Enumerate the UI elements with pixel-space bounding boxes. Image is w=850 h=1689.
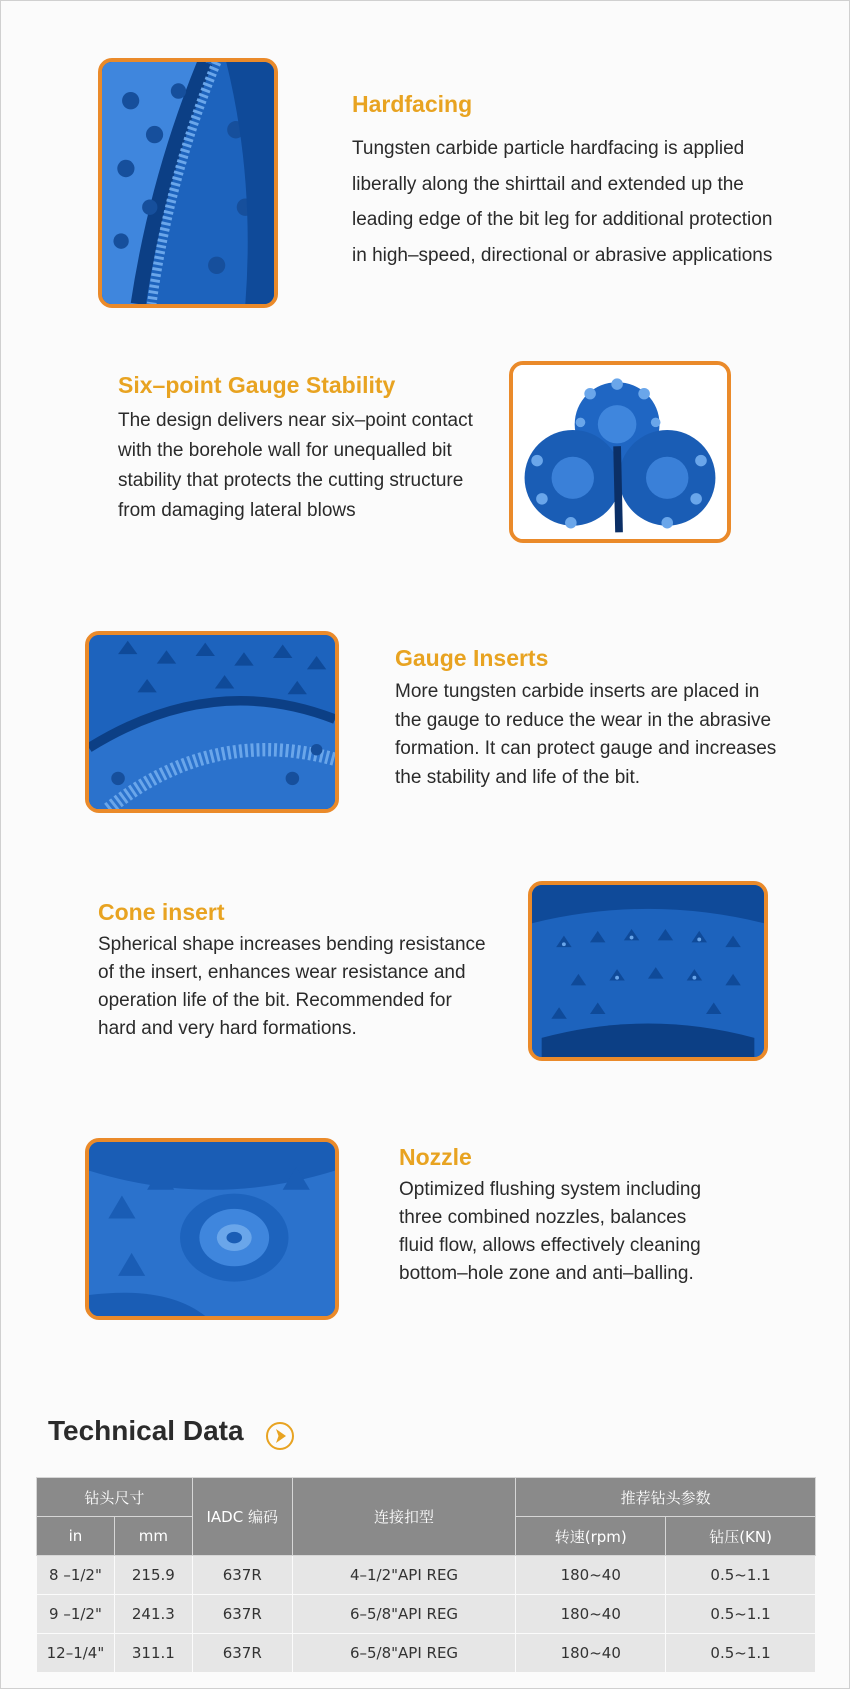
- cell-wob: 0.5~1.1: [666, 1634, 816, 1673]
- feature-title-gauge-stability: Six–point Gauge Stability: [118, 372, 396, 398]
- cell-connection: 4–1/2"API REG: [292, 1556, 516, 1595]
- cell-in: 12–1/4": [37, 1634, 115, 1673]
- desc-line: hard and very hard formations.: [98, 1018, 357, 1039]
- cell-speed: 180~40: [516, 1595, 666, 1634]
- cell-speed: 180~40: [516, 1556, 666, 1595]
- cell-mm: 241.3: [114, 1595, 192, 1634]
- technical-data-table: [36, 1477, 816, 1673]
- cell-in: 8 –1/2": [37, 1556, 115, 1595]
- feature-title-gauge-inserts: Gauge Inserts: [395, 645, 549, 671]
- header-wob: 钻压(KN): [666, 1517, 816, 1556]
- desc-line: in high–speed, directional or abrasive applications: [352, 244, 773, 266]
- desc-line: the gauge to reduce the wear in the abrasive: [395, 709, 772, 731]
- cell-iadc: 637R: [192, 1556, 292, 1595]
- cell-wob: 0.5~1.1: [666, 1556, 816, 1595]
- desc-line: stability that protects the cutting structure: [118, 470, 464, 491]
- cell-iadc: 637R: [192, 1595, 292, 1634]
- feature-title-nozzle: Nozzle: [399, 1144, 472, 1170]
- cell-mm: 215.9: [114, 1556, 192, 1595]
- header-mm: mm: [114, 1517, 192, 1556]
- table-row: [37, 1634, 816, 1673]
- desc-line: formation. It can protect gauge and increases: [395, 738, 777, 759]
- header-bit-size: 钻头尺寸: [37, 1478, 193, 1517]
- cell-connection: 6–5/8"API REG: [292, 1634, 516, 1673]
- desc-line: the stability and life of the bit.: [395, 766, 641, 788]
- feature-desc-nozzle: [399, 1176, 701, 1288]
- desc-line: with the borehole wall for unequalled bit: [118, 440, 452, 461]
- cell-connection: 6–5/8"API REG: [292, 1595, 516, 1634]
- cell-in: 9 –1/2": [37, 1595, 115, 1634]
- header-speed: 转速(rpm): [516, 1517, 666, 1556]
- desc-line: operation life of the bit. Recommended for: [98, 990, 452, 1011]
- table-row: [37, 1595, 816, 1634]
- desc-line: The design delivers near six–point contact: [118, 410, 473, 431]
- cell-iadc: 637R: [192, 1634, 292, 1673]
- desc-line: bottom–hole zone and anti–balling.: [399, 1263, 694, 1284]
- desc-line: Tungsten carbide particle hardfacing is applied: [352, 138, 745, 159]
- feature-desc-cone-insert: [98, 931, 486, 1043]
- feature-desc-hardfacing: [352, 131, 772, 273]
- desc-line: three combined nozzles, balances: [399, 1207, 687, 1228]
- header-recommended: 推荐钻头参数: [516, 1478, 816, 1517]
- technical-data-title: Technical Data: [48, 1415, 244, 1446]
- desc-line: fluid flow, allows effectively cleaning: [399, 1235, 701, 1256]
- cell-speed: 180~40: [516, 1634, 666, 1673]
- feature-title-hardfacing: Hardfacing: [352, 91, 473, 117]
- arrow-right-circle-icon: [265, 1421, 295, 1451]
- hardfacing-image: [98, 58, 278, 308]
- cell-mm: 311.1: [114, 1634, 192, 1673]
- header-iadc: IADC 编码: [192, 1478, 292, 1556]
- desc-line: from damaging lateral blows: [118, 500, 356, 521]
- feature-desc-gauge-inserts: [395, 678, 776, 792]
- gauge-stability-image: [509, 361, 731, 543]
- desc-line: Optimized flushing system including: [399, 1179, 702, 1200]
- desc-line: liberally along the shirttail and extended up the: [352, 173, 744, 195]
- header-in: in: [37, 1517, 115, 1556]
- cell-wob: 0.5~1.1: [666, 1595, 816, 1634]
- cone-insert-image: [528, 881, 768, 1061]
- table-row: [37, 1556, 816, 1595]
- desc-line: leading edge of the bit leg for additional protection: [352, 209, 773, 230]
- feature-desc-gauge-stability: [118, 406, 473, 526]
- header-connection: 连接扣型: [292, 1478, 516, 1556]
- desc-line: of the insert, enhances wear resistance and: [98, 962, 466, 983]
- desc-line: Spherical shape increases bending resistance: [98, 934, 486, 955]
- desc-line: More tungsten carbide inserts are placed in: [395, 681, 760, 702]
- feature-title-cone-insert: Cone insert: [98, 899, 225, 925]
- gauge-inserts-image: [85, 631, 339, 813]
- nozzle-image: [85, 1138, 339, 1320]
